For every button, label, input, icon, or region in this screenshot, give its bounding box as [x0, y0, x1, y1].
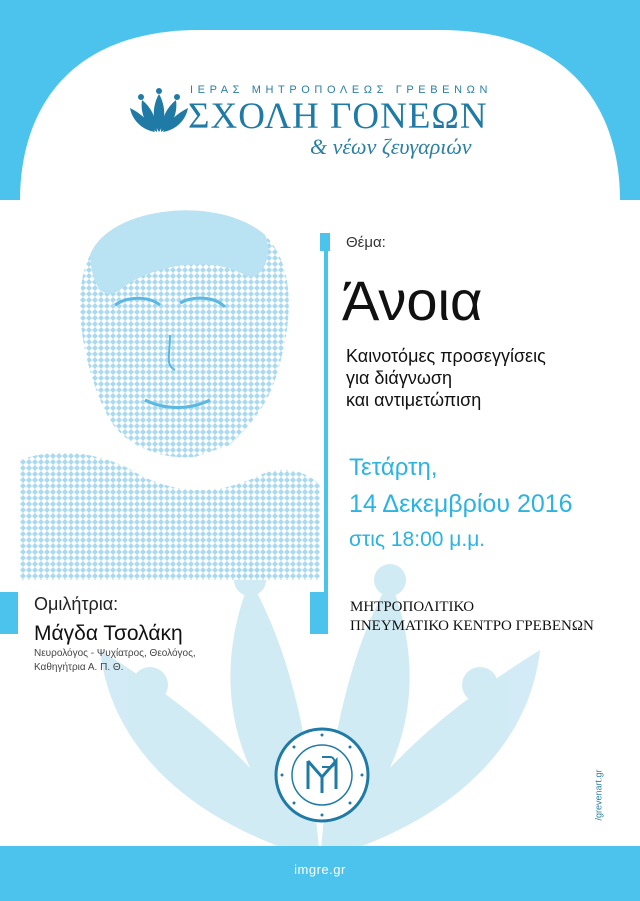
event-subtitle [346, 345, 626, 411]
designer-credit-text: /grevenart.gr [593, 769, 604, 821]
topic-label: Θέμα: [346, 234, 386, 251]
subtitle-line: Καινοτόμες προσεγγίσεις [346, 346, 546, 366]
topic-accent-bar [320, 233, 330, 251]
school-subtitle: & νέων ζευγαριών [310, 134, 472, 159]
metropolis-seal-icon [274, 727, 370, 823]
main-vertical-line [324, 251, 328, 598]
speaker-credentials [34, 647, 196, 675]
speaker-portrait [20, 195, 320, 580]
lotus-logo-icon [130, 88, 188, 134]
event-venue [350, 598, 594, 636]
org-name: ΙΕΡΑΣ ΜΗΤΡΟΠΟΛΕΩΣ ΓΡΕΒΕΝΩΝ [190, 84, 493, 96]
event-date: 14 Δεκεμβρίου 2016 [349, 490, 573, 518]
header [130, 84, 520, 194]
venue-line: ΠΝΕΥΜΑΤΙΚΟ ΚΕΝΤΡΟ ΓΡΕΒΕΝΩΝ [350, 618, 594, 634]
designer-credit [593, 760, 617, 840]
event-time: στις 18:00 μ.μ. [349, 528, 486, 551]
school-title: ΣΧΟΛΗ ΓΟΝΕΩΝ [188, 96, 488, 137]
speaker-accent-bar [0, 592, 18, 634]
event-title: Άνοια [342, 269, 483, 332]
event-day: Τετάρτη, [349, 454, 438, 481]
venue-line: ΜΗΤΡΟΠΟΛΙΤΙΚΟ [350, 599, 475, 615]
speaker-name: Μάγδα Τσολάκη [34, 622, 183, 645]
subtitle-line: για διάγνωση [346, 368, 453, 388]
speaker-role-line: Νευρολόγος - Ψυχίατρος, Θεολόγος, [34, 648, 196, 659]
speaker-label: Ομιλήτρια: [34, 594, 119, 614]
subtitle-line: και αντιμετώπιση [346, 390, 482, 410]
footer-website: imgre.gr [294, 862, 346, 877]
speaker-role-line: Καθηγήτρια Α. Π. Θ. [34, 662, 124, 673]
venue-accent-bar [310, 592, 328, 634]
